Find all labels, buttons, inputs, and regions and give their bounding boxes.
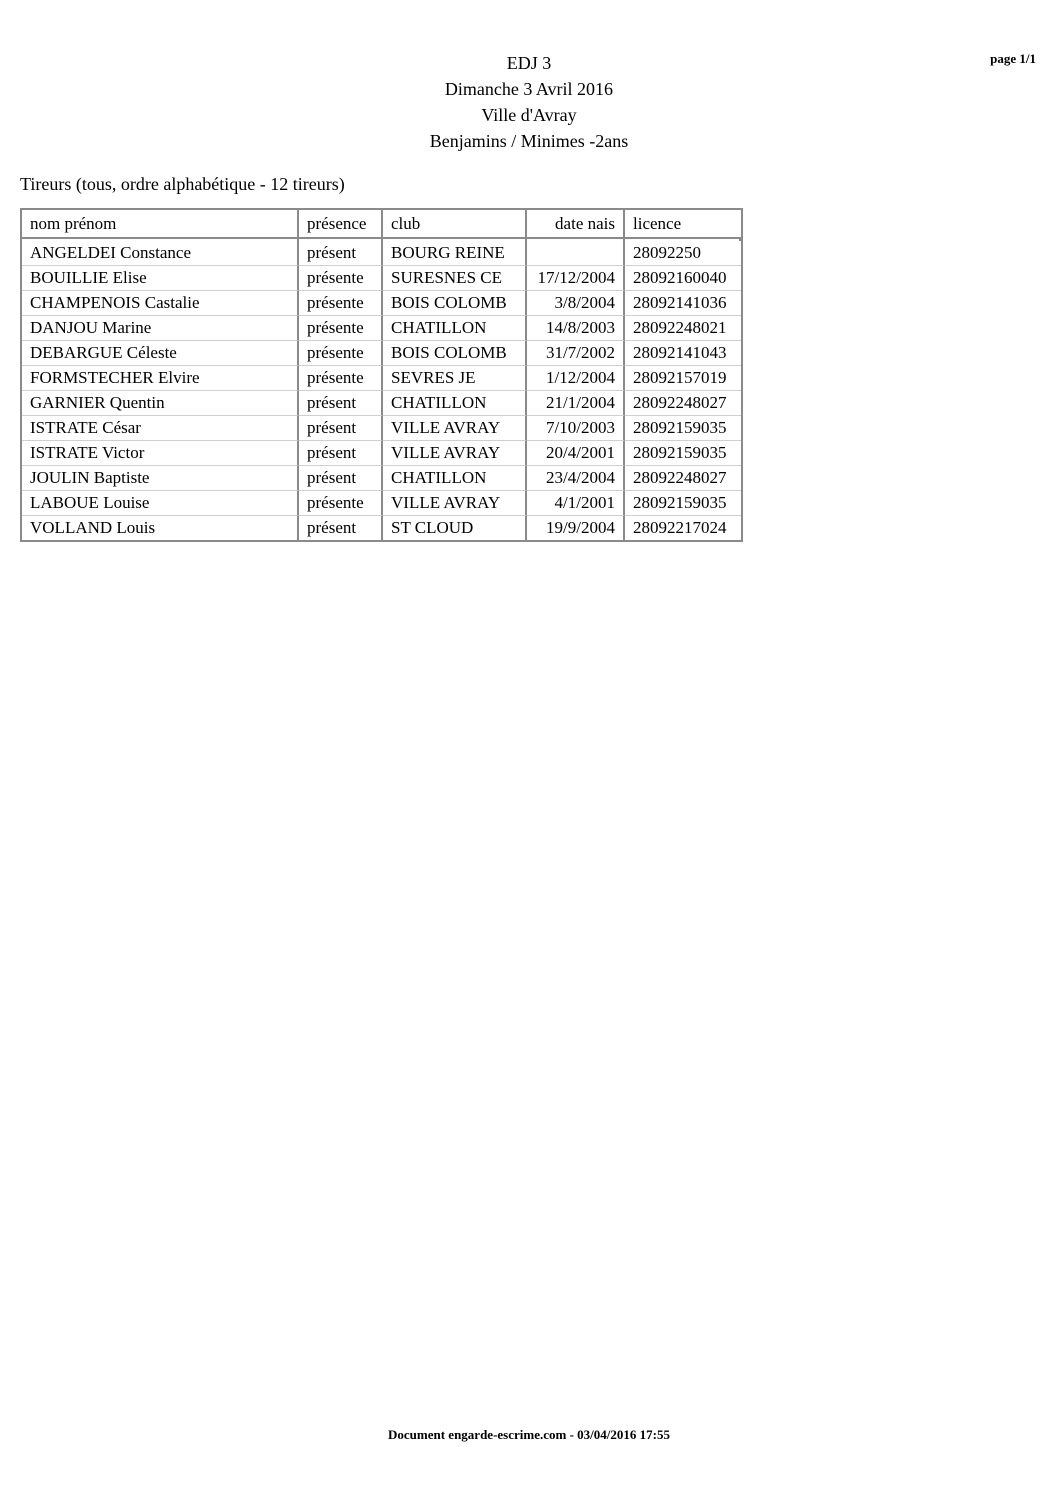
cell-name: ISTRATE Victor xyxy=(22,441,299,466)
cell-club: VILLE AVRAY xyxy=(383,491,527,516)
cell-birthdate: 19/9/2004 xyxy=(527,516,625,540)
table-row xyxy=(22,416,741,441)
cell-presence: présente xyxy=(299,491,383,516)
fencers-table xyxy=(20,208,743,542)
cell-name: DANJOU Marine xyxy=(22,316,299,341)
cell-presence: présent xyxy=(299,241,383,266)
column-header-presence: présence xyxy=(299,210,383,239)
cell-presence: présente xyxy=(299,341,383,366)
cell-license: 28092141036 xyxy=(625,291,741,316)
cell-presence: présent xyxy=(299,416,383,441)
table-row xyxy=(22,291,741,316)
cell-birthdate: 23/4/2004 xyxy=(527,466,625,491)
section-title: Tireurs (tous, ordre alphabétique - 12 tireurs) xyxy=(20,174,345,194)
cell-birthdate: 4/1/2001 xyxy=(527,491,625,516)
cell-birthdate: 1/12/2004 xyxy=(527,366,625,391)
cell-club: ST CLOUD xyxy=(383,516,527,540)
table-row xyxy=(22,316,741,341)
cell-name: GARNIER Quentin xyxy=(22,391,299,416)
cell-club: SURESNES CE xyxy=(383,266,527,291)
cell-club: CHATILLON xyxy=(383,391,527,416)
cell-license: 28092141043 xyxy=(625,341,741,366)
cell-name: CHAMPENOIS Castalie xyxy=(22,291,299,316)
cell-birthdate xyxy=(527,241,625,266)
table-row xyxy=(22,366,741,391)
table-row xyxy=(22,391,741,416)
cell-name: DEBARGUE Céleste xyxy=(22,341,299,366)
event-location: Ville d'Avray xyxy=(481,105,577,125)
cell-presence: présente xyxy=(299,366,383,391)
cell-birthdate: 31/7/2002 xyxy=(527,341,625,366)
cell-club: BOURG REINE xyxy=(383,241,527,266)
cell-birthdate: 17/12/2004 xyxy=(527,266,625,291)
cell-license: 28092159035 xyxy=(625,416,741,441)
cell-name: FORMSTECHER Elvire xyxy=(22,366,299,391)
cell-name: BOUILLIE Elise xyxy=(22,266,299,291)
cell-name: JOULIN Baptiste xyxy=(22,466,299,491)
page-number: page 1/1 xyxy=(990,51,1036,66)
cell-license: 28092159035 xyxy=(625,441,741,466)
cell-presence: présente xyxy=(299,291,383,316)
cell-club: BOIS COLOMB xyxy=(383,291,527,316)
cell-presence: présent xyxy=(299,391,383,416)
document-header xyxy=(0,50,1058,154)
table-row xyxy=(22,266,741,291)
document-footer: Document engarde-escrime.com - 03/04/2016 17:55 xyxy=(388,1427,670,1442)
table-row xyxy=(22,466,741,491)
table-header-row xyxy=(22,210,741,239)
cell-presence: présent xyxy=(299,516,383,540)
cell-club: SEVRES JE xyxy=(383,366,527,391)
table-row xyxy=(22,341,741,366)
cell-birthdate: 14/8/2003 xyxy=(527,316,625,341)
cell-license: 28092248027 xyxy=(625,391,741,416)
cell-club: CHATILLON xyxy=(383,316,527,341)
table-row xyxy=(22,241,741,266)
cell-club: VILLE AVRAY xyxy=(383,416,527,441)
cell-license: 28092248021 xyxy=(625,316,741,341)
column-header-license: licence xyxy=(625,210,741,239)
cell-club: BOIS COLOMB xyxy=(383,341,527,366)
cell-name: ISTRATE César xyxy=(22,416,299,441)
column-header-birthdate: date nais xyxy=(527,210,625,239)
event-date: Dimanche 3 Avril 2016 xyxy=(444,79,614,99)
cell-presence: présent xyxy=(299,466,383,491)
cell-name: ANGELDEI Constance xyxy=(22,241,299,266)
cell-license: 28092250 xyxy=(625,241,741,266)
cell-license: 28092159035 xyxy=(625,491,741,516)
cell-presence: présente xyxy=(299,266,383,291)
table-row xyxy=(22,441,741,466)
cell-club: VILLE AVRAY xyxy=(383,441,527,466)
event-category: Benjamins / Minimes -2ans xyxy=(429,131,629,151)
cell-birthdate: 7/10/2003 xyxy=(527,416,625,441)
cell-birthdate: 20/4/2001 xyxy=(527,441,625,466)
table-row xyxy=(22,491,741,516)
column-header-name: nom prénom xyxy=(22,210,299,239)
cell-club: CHATILLON xyxy=(383,466,527,491)
cell-birthdate: 21/1/2004 xyxy=(527,391,625,416)
cell-name: VOLLAND Louis xyxy=(22,516,299,540)
cell-license: 28092157019 xyxy=(625,366,741,391)
cell-birthdate: 3/8/2004 xyxy=(527,291,625,316)
cell-name: LABOUE Louise xyxy=(22,491,299,516)
table-row xyxy=(22,516,741,540)
column-header-club: club xyxy=(383,210,527,239)
cell-license: 28092248027 xyxy=(625,466,741,491)
event-title: EDJ 3 xyxy=(506,53,552,73)
cell-presence: présent xyxy=(299,441,383,466)
cell-license: 28092217024 xyxy=(633,518,727,537)
cell-presence: présente xyxy=(299,316,383,341)
cell-license: 28092160040 xyxy=(625,266,741,291)
